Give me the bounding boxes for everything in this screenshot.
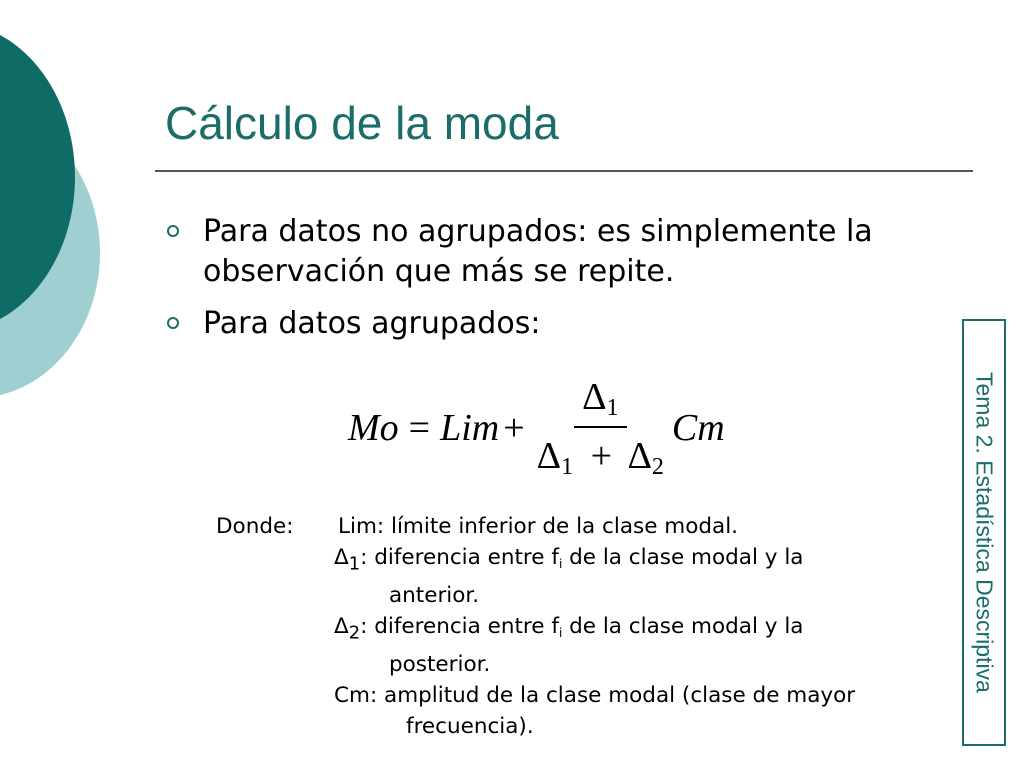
- delta-subscript: 2: [651, 454, 664, 480]
- circle-bullet-icon: [167, 317, 179, 329]
- circle-bullet-icon: [167, 225, 179, 237]
- topic-sidebar-box: [962, 319, 1006, 746]
- delta-subscript: 2: [348, 622, 361, 644]
- fi-subscript: i: [558, 626, 563, 640]
- definition-text: : diferencia entre f: [360, 614, 559, 639]
- definition-lim: [216, 511, 966, 542]
- fi-subscript: i: [558, 557, 563, 571]
- fraction-denominator: [537, 428, 664, 481]
- bullet-item: [165, 304, 965, 344]
- title-divider: [155, 170, 973, 172]
- definition-delta2: [216, 611, 966, 649]
- delta-subscript: 1: [561, 454, 574, 480]
- delta-symbol: Δ: [536, 435, 562, 477]
- delta-subscript: 1: [348, 553, 361, 575]
- delta-symbol: Δ: [627, 435, 652, 477]
- definitions-block: [216, 511, 966, 742]
- formula-factor: Cm: [671, 407, 725, 449]
- definition-lim-text: Lim: límite inferior de la clase modal.: [338, 514, 739, 539]
- definition-delta1: [216, 542, 966, 580]
- formula-fraction: [537, 375, 664, 481]
- definition-text: de la clase modal y la: [562, 545, 804, 570]
- bullet-text: Para datos no agrupados: es simplemente la observación que más se repite.: [203, 214, 873, 289]
- delta-symbol: Δ: [334, 545, 349, 570]
- formula-lim: Lim: [440, 407, 500, 449]
- denominator-plus: +: [590, 435, 613, 477]
- definition-delta1-cont: anterior.: [389, 583, 480, 608]
- bullet-item: [165, 212, 965, 292]
- formula-plus: +: [503, 407, 525, 449]
- formula-lhs: Mo: [348, 407, 399, 449]
- fraction-numerator: [574, 375, 626, 428]
- definition-delta2-cont: posterior.: [389, 652, 491, 677]
- decorative-circles: [0, 0, 120, 420]
- delta-symbol: Δ: [334, 614, 349, 639]
- definitions-lead: Donde:: [216, 514, 294, 539]
- definition-cm-cont: frecuencia).: [406, 714, 534, 739]
- delta-subscript: 1: [606, 395, 619, 421]
- mode-formula: [348, 378, 748, 478]
- bullet-text: Para datos agrupados:: [203, 306, 541, 341]
- delta-symbol: Δ: [582, 376, 607, 418]
- formula-equals: =: [408, 407, 431, 449]
- definition-text: : diferencia entre f: [360, 545, 559, 570]
- topic-label: Tema 2. Estadística Descriptiva: [971, 372, 998, 693]
- slide-title: Cálculo de la moda: [165, 97, 559, 149]
- bullet-list: [165, 212, 965, 356]
- definition-cm: Cm: amplitud de la clase modal (clase de mayor: [334, 683, 856, 708]
- definition-text: de la clase modal y la: [562, 614, 804, 639]
